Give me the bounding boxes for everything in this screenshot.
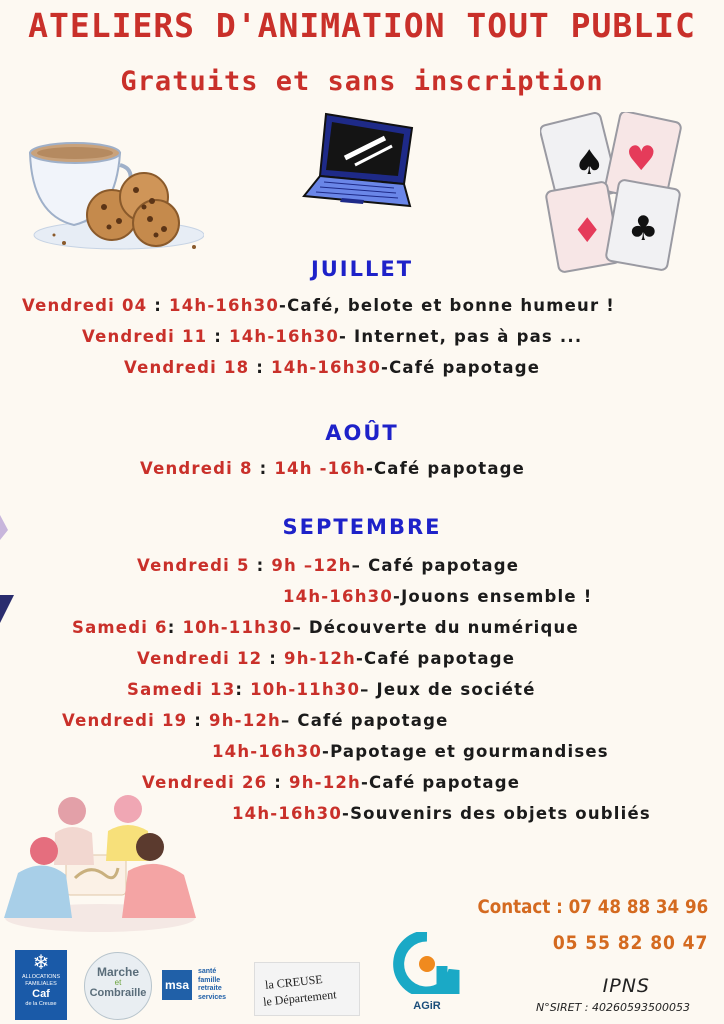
ipns-label: IPNS: [602, 975, 650, 997]
diamond-icon: ♦: [572, 211, 603, 251]
event-row: Samedi 6: 10h-11h30– Découverte du numérique: [72, 618, 579, 637]
heart-icon: ♥: [626, 139, 657, 179]
event-row: Vendredi 18 : 14h-16h30-Café papotage: [124, 358, 541, 377]
page-title: ATELIERS D'ANIMATION TOUT PUBLIC: [28, 6, 696, 45]
event-row: Vendredi 11 : 14h-16h30- Internet, pas à pas ...: [82, 327, 583, 346]
contact-phone-1: Contact : 07 48 88 34 96: [477, 896, 708, 918]
laptop-icon: [300, 110, 416, 210]
siret-label: N°SIRET : 40260593500053: [536, 1001, 690, 1014]
snowflake-icon: ❄: [32, 950, 50, 974]
event-row: Vendredi 12 : 9h-12h-Café papotage: [137, 649, 516, 668]
event-row: 14h-16h30-Jouons ensemble !: [283, 587, 593, 606]
people-playing-game-icon: [0, 793, 200, 938]
contact-phone-2: 05 55 82 80 47: [552, 932, 708, 954]
event-row: Vendredi 26 : 9h-12h-Café papotage: [142, 773, 521, 792]
month-heading-september: SEPTEMBRE: [282, 515, 442, 539]
coffee-cookies-icon: [24, 135, 204, 260]
event-row: Vendredi 04 : 14h-16h30-Café, belote et bonne humeur !: [22, 296, 615, 315]
agir-logo: AGiR: [392, 932, 462, 1022]
caf-logo: ❄ ALLOCATIONS FAMILIALES Caf de la Creuse: [15, 950, 67, 1020]
event-row: Vendredi 8 : 14h -16h-Café papotage: [140, 459, 526, 478]
event-row: 14h-16h30-Papotage et gourmandises: [212, 742, 609, 761]
club-icon: ♣: [628, 209, 659, 249]
decorative-triangles: [0, 515, 16, 625]
month-heading-july: JUILLET: [310, 257, 414, 281]
creuse-departement-logo: la CREUSE le Département: [254, 962, 360, 1016]
event-row: Vendredi 19 : 9h-12h– Café papotage: [62, 711, 449, 730]
marche-combraille-logo: Marche et Combraille: [84, 952, 152, 1020]
playing-cards-icon: [540, 112, 690, 277]
event-row: Samedi 13: 10h-11h30– Jeux de société: [127, 680, 536, 699]
msa-logo: msa santé famille retraite services: [162, 966, 244, 1006]
agir-symbol-icon: [392, 932, 462, 994]
spade-icon: ♠: [574, 143, 605, 183]
contact-block: [446, 896, 708, 954]
month-heading-august: AOÛT: [325, 421, 399, 445]
event-row: Vendredi 5 : 9h –12h– Café papotage: [137, 556, 520, 575]
page-subtitle: Gratuits et sans inscription: [120, 66, 604, 97]
event-row: 14h-16h30-Souvenirs des objets oubliés: [232, 804, 651, 823]
